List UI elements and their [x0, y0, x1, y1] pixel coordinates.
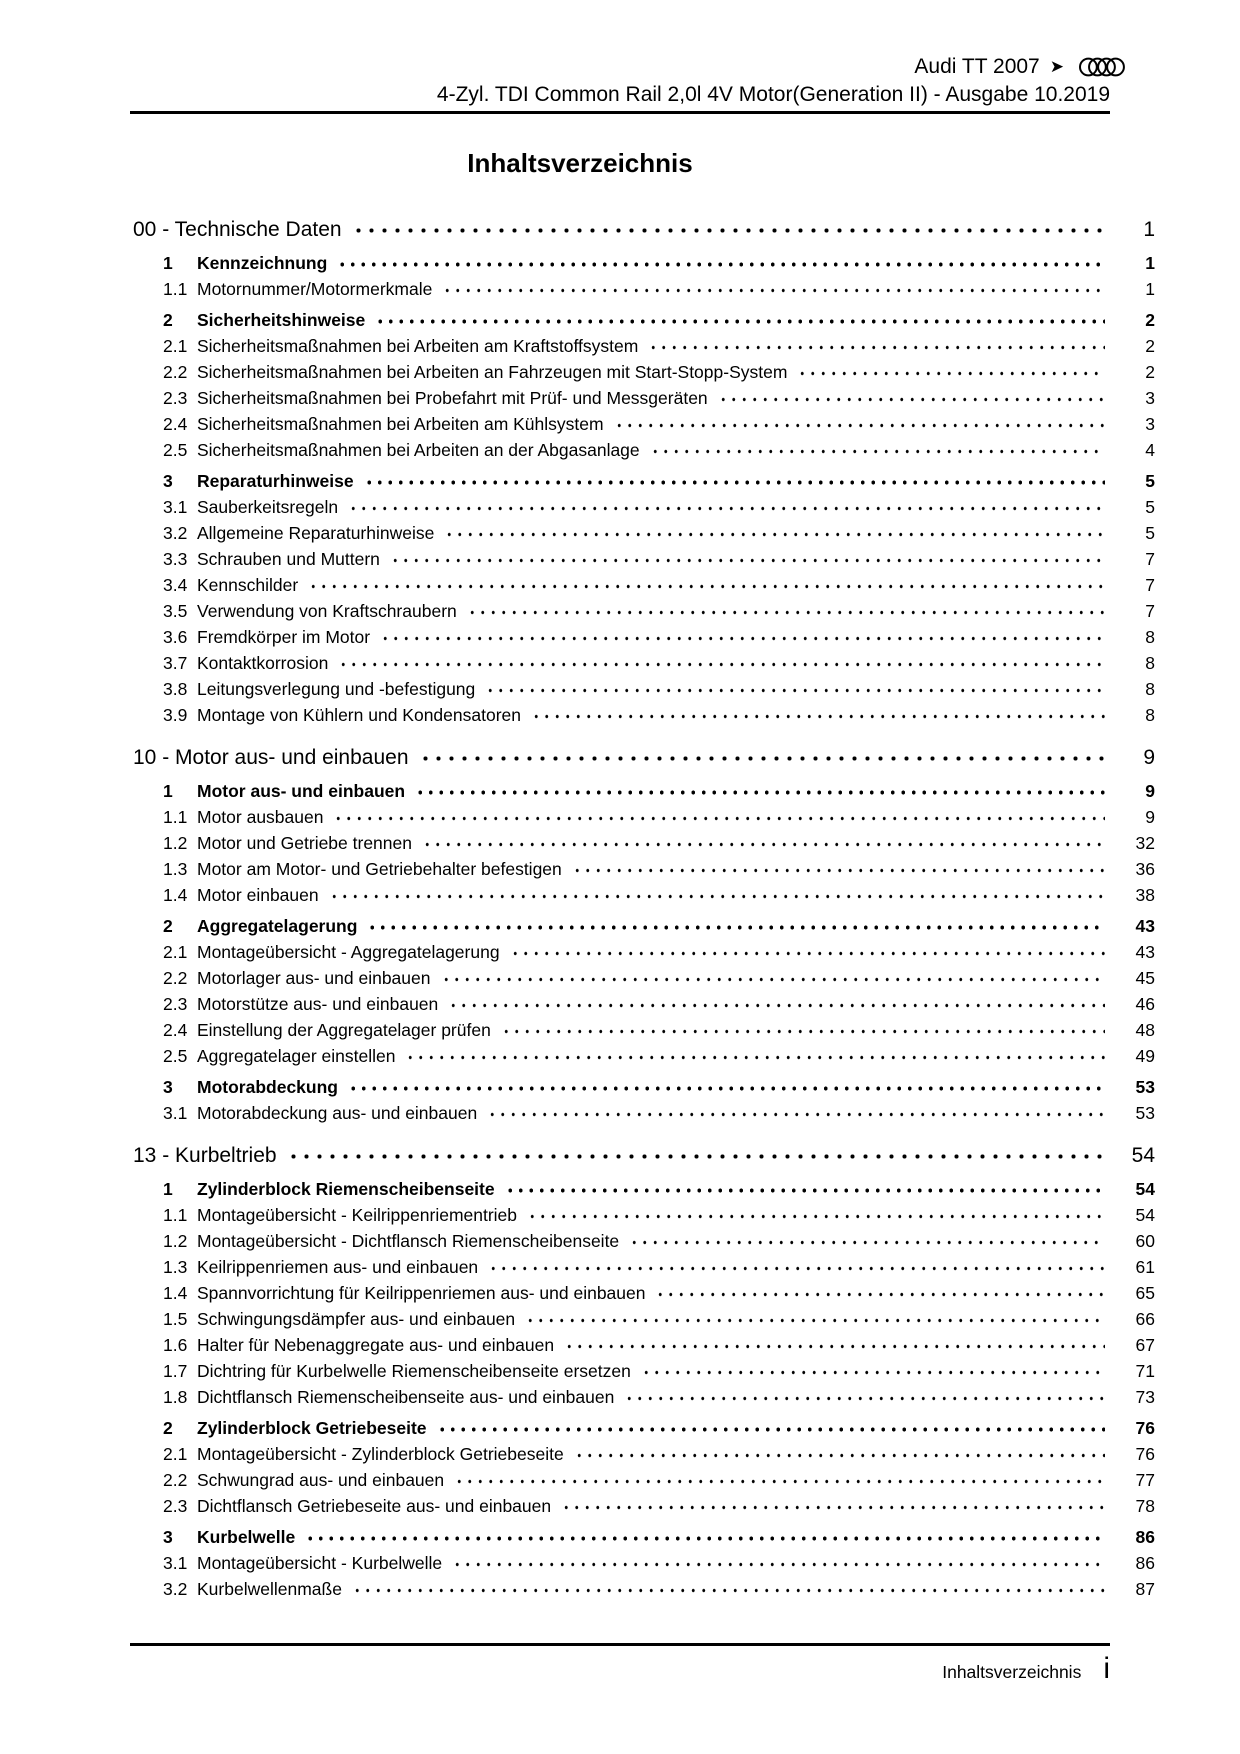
- page-header: [130, 54, 1110, 114]
- toc-entry-page: 32: [1135, 833, 1155, 853]
- toc-dot-leader: [487, 1100, 1105, 1126]
- toc-row[interactable]: [130, 546, 1155, 572]
- toc-entry-label: Leitungsverlegung und -befestigung: [197, 679, 476, 699]
- toc-entry-number: 2: [163, 916, 173, 936]
- toc-entry-page: 48: [1135, 1020, 1155, 1040]
- toc-entry-label: Motor und Getriebe trennen: [197, 833, 412, 853]
- toc-row[interactable]: [130, 598, 1155, 624]
- toc-entry-page: 9: [1145, 807, 1155, 827]
- toc-row[interactable]: [130, 1228, 1155, 1254]
- toc-entry-page: 36: [1135, 859, 1155, 879]
- audi-rings-icon: [1078, 54, 1126, 80]
- toc-row[interactable]: [130, 624, 1155, 650]
- toc-row[interactable]: [130, 1415, 1155, 1441]
- toc-entry-page: 66: [1135, 1309, 1155, 1329]
- toc-entry-label: Halter für Nebenaggregate aus- und einbauen: [197, 1335, 555, 1355]
- toc-entry-number: 3.1: [163, 1553, 188, 1573]
- toc-dot-leader: [348, 494, 1105, 520]
- toc-dot-leader: [352, 215, 1105, 245]
- toc-entry-page: 49: [1135, 1046, 1155, 1066]
- toc-entry-page: 53: [1135, 1077, 1155, 1097]
- toc-entry-label: Zylinderblock Riemenscheibenseite: [197, 1179, 495, 1199]
- toc-entry-label: Verwendung von Kraftschraubern: [197, 601, 457, 621]
- toc-entry-label: 00 - Technische Daten: [133, 218, 342, 241]
- toc-entry-page: 1: [1143, 218, 1155, 241]
- toc-dot-leader: [718, 385, 1105, 411]
- toc-row[interactable]: [130, 1441, 1155, 1467]
- toc-entry-label: Kurbelwelle: [197, 1527, 296, 1547]
- toc-entry-label: Kontaktkorrosion: [197, 653, 329, 673]
- toc-entry-label: Dichtring für Kurbelwelle Riemenscheibenseite ersetzen: [197, 1361, 631, 1381]
- toc-entry-page: 2: [1145, 362, 1155, 382]
- toc-entry-number: 3.1: [163, 497, 188, 517]
- toc-entry-label: Aggregatelager einstellen: [197, 1046, 396, 1066]
- toc-entry-page: 54: [1135, 1179, 1155, 1199]
- toc-entry-page: 2: [1145, 336, 1155, 356]
- toc-entry-number: 2.1: [163, 1444, 188, 1464]
- toc-dot-leader: [442, 276, 1105, 302]
- toc-row[interactable]: [130, 1100, 1155, 1126]
- toc-row[interactable]: [130, 856, 1155, 882]
- toc-entry-number: 2.3: [163, 994, 188, 1014]
- toc-entry-number: 2.1: [163, 336, 188, 356]
- toc-entry-number: 2.2: [163, 968, 188, 988]
- toc-entry-number: 1.4: [163, 885, 188, 905]
- toc-entry-label: Einstellung der Aggregatelager prüfen: [197, 1020, 491, 1040]
- toc-entry-page: 8: [1145, 653, 1155, 673]
- toc-entry-label: Sicherheitsmaßnahmen bei Probefahrt mit Prüf- und Messgeräten: [197, 388, 708, 408]
- toc-entry-label: Motor am Motor- und Getriebehalter befestigen: [197, 859, 562, 879]
- toc-entry-page: 46: [1135, 994, 1155, 1014]
- toc-row[interactable]: [130, 215, 1155, 245]
- toc-entry-page: 3: [1145, 388, 1155, 408]
- toc-row[interactable]: [130, 1306, 1155, 1332]
- toc-entry-page: 78: [1135, 1496, 1155, 1516]
- toc-dot-leader: [454, 1467, 1105, 1493]
- toc-entry-label: Motor einbauen: [197, 885, 319, 905]
- toc-entry-label: Sauberkeitsregeln: [197, 497, 339, 517]
- brand-model-text: [914, 55, 1064, 79]
- toc-entry-page: 76: [1135, 1418, 1155, 1438]
- page-title: Inhaltsverzeichnis: [467, 148, 693, 178]
- toc-entry-number: 2.4: [163, 1020, 188, 1040]
- toc-entry-number: 1.8: [163, 1387, 188, 1407]
- toc-entry-number: 2: [163, 1418, 173, 1438]
- arrow-right-icon: ➤: [1049, 57, 1064, 76]
- toc-entry-number: 1: [163, 781, 173, 801]
- toc-entry-label: Montageübersicht - Dichtflansch Riemenscheibenseite: [197, 1231, 620, 1251]
- toc-entry-number: 1.6: [163, 1335, 188, 1355]
- page-footer: [130, 1652, 1110, 1686]
- toc-entry-number: 2.2: [163, 362, 188, 382]
- toc-entry-page: 45: [1135, 968, 1155, 988]
- toc-entry-page: 54: [1135, 1205, 1155, 1225]
- toc-dot-leader: [510, 939, 1105, 965]
- toc-entry-label: Motorlager aus- und einbauen: [197, 968, 431, 988]
- toc-row[interactable]: [130, 882, 1155, 908]
- toc-dot-leader: [405, 1043, 1105, 1069]
- toc-dot-leader: [505, 1176, 1105, 1202]
- toc-entry-page: 5: [1145, 471, 1155, 491]
- toc-entry-label: Sicherheitsmaßnahmen bei Arbeiten am Kraftstoffsystem: [197, 336, 639, 356]
- toc-entry-label: Sicherheitshinweise: [197, 310, 366, 330]
- toc-entry-label: Montageübersicht - Keilrippenriementrieb: [197, 1205, 518, 1225]
- toc-row[interactable]: [130, 468, 1155, 494]
- toc-row[interactable]: [130, 830, 1155, 856]
- toc-entry-number: 3.9: [163, 705, 188, 725]
- toc-entry-number: 3.8: [163, 679, 188, 699]
- toc-entry-page: 86: [1135, 1553, 1155, 1573]
- toc-entry-number: 2.4: [163, 414, 188, 434]
- footer-rule: [130, 1643, 1110, 1646]
- toc-entry-label: Montageübersicht - Zylinderblock Getriebeseite: [197, 1444, 564, 1464]
- toc-dot-leader: [367, 913, 1105, 939]
- header-brand-line: [130, 54, 1110, 80]
- toc-entry-number: 1.3: [163, 1257, 188, 1277]
- toc-entry-label: Aggregatelagerung: [197, 916, 358, 936]
- toc-row[interactable]: [130, 1493, 1155, 1519]
- toc-entry-page: 54: [1131, 1144, 1155, 1167]
- toc-entry-number: 3.7: [163, 653, 188, 673]
- toc-row[interactable]: [130, 1254, 1155, 1280]
- toc-row[interactable]: [130, 1202, 1155, 1228]
- toc-entry-page: 53: [1135, 1103, 1155, 1123]
- toc-entry-number: 1.1: [163, 807, 188, 827]
- toc-dot-leader: [641, 1358, 1105, 1384]
- toc-row[interactable]: [130, 250, 1155, 276]
- toc-entry-number: 2.3: [163, 1496, 188, 1516]
- toc-entry-page: 8: [1145, 705, 1155, 725]
- toc-dot-leader: [422, 830, 1105, 856]
- toc-entry-page: 73: [1135, 1387, 1155, 1407]
- toc-entry-number: 3.1: [163, 1103, 188, 1123]
- toc-entry-page: 38: [1135, 885, 1155, 905]
- toc-entry-number: 3.5: [163, 601, 188, 621]
- toc-dot-leader: [564, 1332, 1105, 1358]
- toc-row[interactable]: [130, 778, 1155, 804]
- toc-entry-number: 3.3: [163, 549, 188, 569]
- toc-entry-label: Spannvorrichtung für Keilrippenriemen aus- und einbauen: [197, 1283, 646, 1303]
- toc-entry-page: 2: [1145, 310, 1155, 330]
- toc-dot-leader: [444, 520, 1105, 546]
- toc-row[interactable]: [130, 359, 1155, 385]
- toc-dot-leader: [419, 743, 1105, 773]
- toc-row[interactable]: [130, 650, 1155, 676]
- toc-row[interactable]: [130, 702, 1155, 728]
- toc-dot-leader: [797, 359, 1105, 385]
- toc-dot-leader: [437, 1415, 1105, 1441]
- toc-entry-label: Dichtflansch Riemenscheibenseite aus- und einbauen: [197, 1387, 615, 1407]
- toc-dot-leader: [375, 307, 1105, 333]
- toc-entry-label: Sicherheitsmaßnahmen bei Arbeiten an Fahrzeugen mit Start-Stopp-System: [197, 362, 788, 382]
- toc-entry-number: 1.3: [163, 859, 188, 879]
- footer-page-number: i: [1103, 1652, 1110, 1685]
- toc-entry-page: 43: [1135, 942, 1155, 962]
- toc-dot-leader: [527, 1202, 1105, 1228]
- toc-entry-label: Fremdkörper im Motor: [197, 627, 371, 647]
- toc-dot-leader: [648, 333, 1105, 359]
- toc-row[interactable]: [130, 307, 1155, 333]
- toc-row[interactable]: [130, 1074, 1155, 1100]
- toc-row[interactable]: [130, 276, 1155, 302]
- toc-entry-label: Schwingungsdämpfer aus- und einbauen: [197, 1309, 516, 1329]
- toc-entry-number: 2: [163, 310, 173, 330]
- footer-label: Inhaltsverzeichnis: [942, 1662, 1082, 1682]
- toc-entry-page: 71: [1135, 1361, 1155, 1381]
- toc-entry-number: 3.6: [163, 627, 188, 647]
- toc-dot-leader: [352, 1576, 1105, 1602]
- toc-entry-page: 67: [1135, 1335, 1155, 1355]
- toc-entry-page: 5: [1145, 523, 1155, 543]
- toc-dot-leader: [614, 411, 1105, 437]
- toc-row[interactable]: [130, 991, 1155, 1017]
- header-subtitle: 4-Zyl. TDI Common Rail 2,0l 4V Motor(Generation II) - Ausgabe 10.2019: [436, 83, 1110, 106]
- toc-entry-page: 9: [1143, 746, 1155, 769]
- toc-dot-leader: [333, 804, 1105, 830]
- toc-dot-leader: [467, 598, 1105, 624]
- toc-entry-page: 8: [1145, 627, 1155, 647]
- toc-entry-label: Montageübersicht - Aggregatelagerung: [197, 942, 500, 962]
- toc-dot-leader: [337, 250, 1105, 276]
- toc-entry-page: 3: [1145, 414, 1155, 434]
- toc-entry-page: 76: [1135, 1444, 1155, 1464]
- toc-entry-label: Motorabdeckung aus- und einbauen: [197, 1103, 478, 1123]
- toc-dot-leader: [415, 778, 1105, 804]
- toc-entry-number: 3: [163, 471, 173, 491]
- toc-entry-label: 13 - Kurbeltrieb: [133, 1144, 277, 1167]
- toc-row[interactable]: [130, 1141, 1155, 1171]
- toc-entry-number: 1: [163, 1179, 173, 1199]
- toc-entry-number: 3: [163, 1077, 173, 1097]
- toc-dot-leader: [488, 1254, 1105, 1280]
- toc-entry-number: 1.2: [163, 1231, 188, 1251]
- toc-entry-page: 1: [1145, 253, 1155, 273]
- toc-dot-leader: [308, 572, 1105, 598]
- toc-entry-label: 10 - Motor aus- und einbauen: [133, 746, 409, 769]
- toc-dot-leader: [338, 650, 1105, 676]
- toc-row[interactable]: [130, 1043, 1155, 1069]
- toc-dot-leader: [572, 856, 1105, 882]
- toc-entry-page: 77: [1135, 1470, 1155, 1490]
- toc-entry-label: Kennzeichnung: [197, 253, 328, 273]
- toc-entry-label: Sicherheitsmaßnahmen bei Arbeiten an der Abgasanlage: [197, 440, 640, 460]
- toc-dot-leader: [531, 702, 1105, 728]
- toc-row[interactable]: [130, 1467, 1155, 1493]
- toc-entry-number: 2.1: [163, 942, 188, 962]
- toc-entry-number: 3: [163, 1527, 173, 1547]
- toc-row[interactable]: [130, 676, 1155, 702]
- toc-entry-label: Keilrippenriemen aus- und einbauen: [197, 1257, 479, 1277]
- toc-entry-number: 2.5: [163, 1046, 188, 1066]
- toc-row[interactable]: [130, 1524, 1155, 1550]
- header-rule: [130, 111, 1110, 114]
- toc-entry-number: 3.2: [163, 523, 188, 543]
- toc-entry-label: Zylinderblock Getriebeseite: [197, 1418, 427, 1438]
- toc-entry-number: 1.1: [163, 279, 188, 299]
- toc-entry-label: Schwungrad aus- und einbauen: [197, 1470, 445, 1490]
- toc-entry-page: 43: [1135, 916, 1155, 936]
- toc-row[interactable]: [130, 494, 1155, 520]
- toc-entry-number: 3.2: [163, 1579, 188, 1599]
- toc-entry-page: 86: [1135, 1527, 1155, 1547]
- toc-dot-leader: [329, 882, 1105, 908]
- toc-dot-leader: [574, 1441, 1105, 1467]
- toc-row[interactable]: [130, 965, 1155, 991]
- toc-row[interactable]: [130, 1384, 1155, 1410]
- toc-entry-label: Montage von Kühlern und Kondensatoren: [197, 705, 521, 725]
- toc-entry-label: Motor ausbauen: [197, 807, 324, 827]
- toc-entry-page: 7: [1145, 575, 1155, 595]
- toc-entry-page: 87: [1135, 1579, 1155, 1599]
- toc-row[interactable]: [130, 804, 1155, 830]
- toc-row[interactable]: [130, 1176, 1155, 1202]
- model-label: Audi TT 2007: [914, 55, 1040, 78]
- toc-entry-label: Motorabdeckung: [197, 1077, 338, 1097]
- toc-entry-number: 3.4: [163, 575, 188, 595]
- toc-row[interactable]: [130, 913, 1155, 939]
- toc-entry-label: Allgemeine Reparaturhinweise: [197, 523, 435, 543]
- toc-entry-page: 61: [1135, 1257, 1155, 1277]
- toc-entry-label: Kurbelwellenmaße: [197, 1579, 342, 1599]
- toc-entry-label: Montageübersicht - Kurbelwelle: [197, 1553, 443, 1573]
- toc-row[interactable]: [130, 1332, 1155, 1358]
- toc-row[interactable]: [130, 1550, 1155, 1576]
- toc-row[interactable]: [130, 572, 1155, 598]
- toc-entry-number: 1.7: [163, 1361, 188, 1381]
- toc-entry-page: 65: [1135, 1283, 1155, 1303]
- toc-entry-label: Reparaturhinweise: [197, 471, 354, 491]
- toc-row[interactable]: [130, 1358, 1155, 1384]
- toc-row[interactable]: [130, 1017, 1155, 1043]
- toc-dot-leader: [655, 1280, 1105, 1306]
- toc-entry-number: 1.5: [163, 1309, 188, 1329]
- toc-entry-label: Motorstütze aus- und einbauen: [197, 994, 439, 1014]
- toc-dot-leader: [441, 965, 1106, 991]
- toc-entry-label: Schrauben und Muttern: [197, 549, 380, 569]
- toc-dot-leader: [348, 1074, 1105, 1100]
- toc-entry-number: 1.4: [163, 1283, 188, 1303]
- toc-dot-leader: [650, 437, 1105, 463]
- toc-entry-page: 8: [1145, 679, 1155, 699]
- toc-row[interactable]: [130, 411, 1155, 437]
- toc-dot-leader: [364, 468, 1105, 494]
- toc-entry-page: 7: [1145, 601, 1155, 621]
- toc-row[interactable]: [130, 1280, 1155, 1306]
- toc-row[interactable]: [130, 333, 1155, 359]
- toc-entry-label: Dichtflansch Getriebeseite aus- und einbauen: [197, 1496, 552, 1516]
- toc-entry-page: 9: [1145, 781, 1155, 801]
- toc-dot-leader: [305, 1524, 1105, 1550]
- toc-dot-leader: [501, 1017, 1105, 1043]
- toc-entry-number: 1.2: [163, 833, 188, 853]
- toc-entry-number: 2.3: [163, 388, 188, 408]
- toc-dot-leader: [629, 1228, 1105, 1254]
- toc-dot-leader: [390, 546, 1105, 572]
- toc-entry-label: Motor aus- und einbauen: [197, 781, 406, 801]
- toc-entry-number: 2.2: [163, 1470, 188, 1490]
- toc-row[interactable]: [130, 520, 1155, 546]
- toc-entry-number: 2.5: [163, 440, 188, 460]
- toc-entry-page: 60: [1135, 1231, 1155, 1251]
- toc-dot-leader: [624, 1384, 1105, 1410]
- toc-entry-label: Kennschilder: [197, 575, 299, 595]
- toc-dot-leader: [452, 1550, 1105, 1576]
- toc-entry-label: Sicherheitsmaßnahmen bei Arbeiten am Kühlsystem: [197, 414, 604, 434]
- toc-dot-leader: [448, 991, 1105, 1017]
- toc-dot-leader: [380, 624, 1105, 650]
- toc-entry-page: 1: [1145, 279, 1155, 299]
- toc-dot-leader: [525, 1306, 1105, 1332]
- toc-entry-number: 1: [163, 253, 173, 273]
- toc-dot-leader: [561, 1493, 1105, 1519]
- toc-row[interactable]: [130, 1576, 1155, 1602]
- toc-dot-leader: [287, 1141, 1105, 1171]
- table-of-contents: [130, 215, 1155, 1602]
- toc-entry-page: 4: [1145, 440, 1155, 460]
- toc-entry-number: 1.1: [163, 1205, 188, 1225]
- toc-row[interactable]: [130, 939, 1155, 965]
- toc-row[interactable]: [130, 385, 1155, 411]
- toc-dot-leader: [485, 676, 1105, 702]
- toc-row[interactable]: [130, 437, 1155, 463]
- toc-entry-label: Motornummer/Motormerkmale: [197, 279, 433, 299]
- toc-row[interactable]: [130, 743, 1155, 773]
- toc-entry-page: 5: [1145, 497, 1155, 517]
- toc-entry-page: 7: [1145, 549, 1155, 569]
